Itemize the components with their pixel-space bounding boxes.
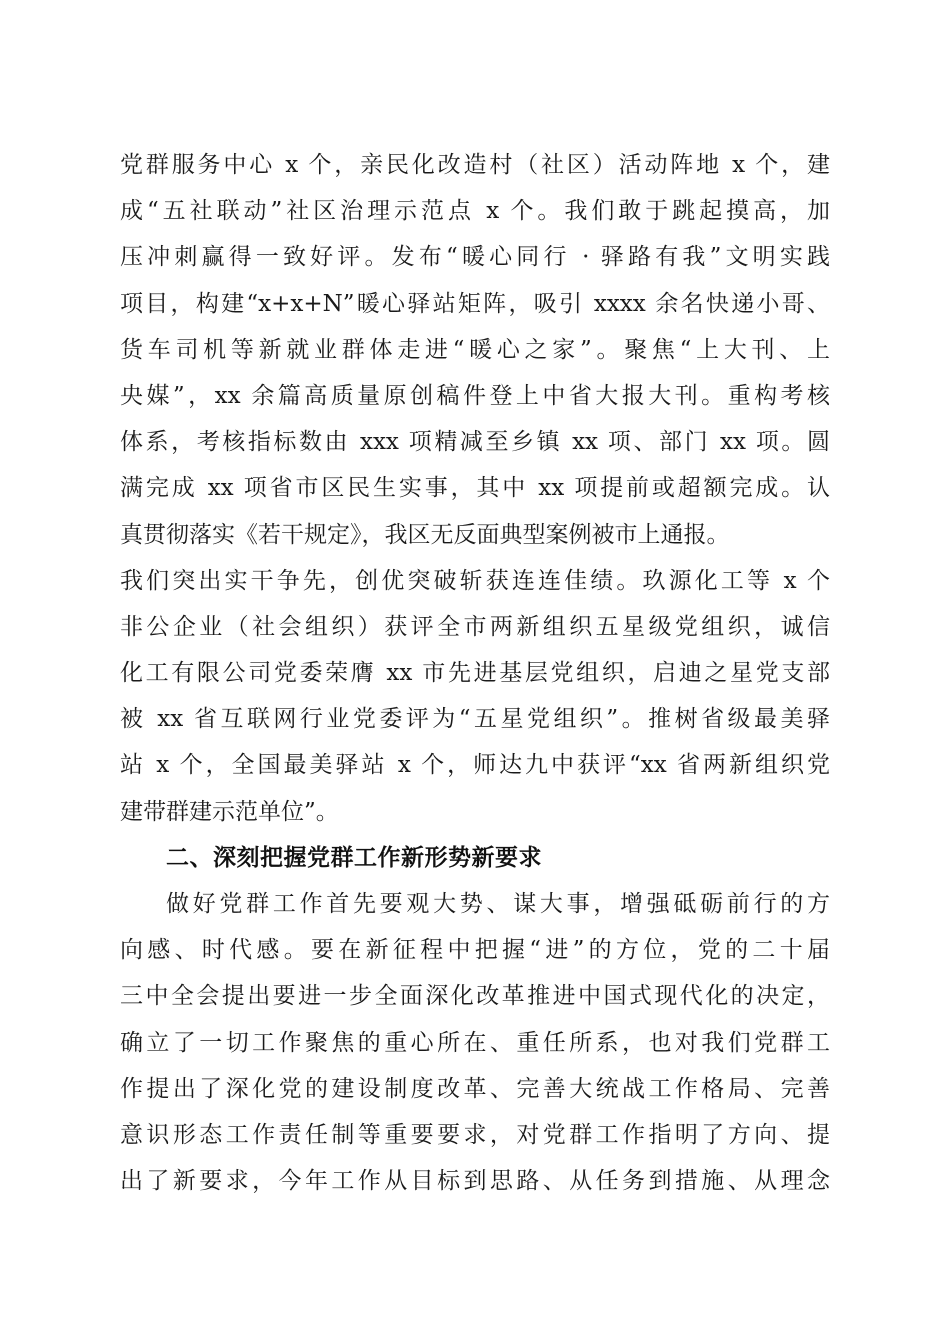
text-line: 我们突出实干争先，创优突破斩获连连佳绩。玖源化工等 x 个 (120, 567, 830, 594)
text-line: 做好党群工作首先要观大势、谋大事，增强砥砺前行的方 (166, 891, 830, 917)
document-body (120, 142, 830, 1204)
text-line: 出了新要求，今年工作从目标到思路、从任务到措施、从理念 (120, 1168, 830, 1195)
text-line: 被 xx 省互联网行业党委评为“五星党组织”。推树省级最美驿 (120, 706, 830, 733)
text-line: 站 x 个，全国最美驿站 x 个，师达九中获评“xx 省两新组织党 (120, 752, 830, 779)
text-line: 确立了一切工作聚焦的重心所在、重任所系，也对我们党群工 (120, 1029, 830, 1056)
text-line: 成“五社联动”社区治理示范点 x 个。我们敢于跳起摸高，加 (120, 198, 830, 225)
text-line: 真贯彻落实《若干规定》，我区无反面典型案例被市上通报。 (120, 521, 730, 548)
text-line: 体系，考核指标数由 xxx 项精减至乡镇 xx 项、部门 xx 项。圆 (120, 429, 830, 456)
text-line: 货车司机等新就业群体走进“暖心之家”。聚焦“上大刊、上 (120, 336, 830, 363)
text-line: 央媒”，xx 余篇高质量原创稿件登上中省大报大刊。重构考核 (120, 382, 830, 409)
text-line: 项目，构建“x+x+N”暖心驿站矩阵，吸引 xxxx 余名快递小哥、 (120, 290, 830, 317)
text-line: 作提出了深化党的建设制度改革、完善大统战工作格局、完善 (120, 1075, 830, 1102)
text-line: 意识形态工作责任制等重要要求，对党群工作指明了方向、提 (120, 1121, 830, 1148)
text-line: 非公企业（社会组织）获评全市两新组织五星级党组织，诚信 (120, 613, 830, 640)
text-line: 党群服务中心 x 个，亲民化改造村（社区）活动阵地 x 个，建 (120, 152, 830, 178)
text-line: 满完成 xx 项省市区民生实事，其中 xx 项提前或超额完成。认 (120, 475, 830, 502)
section-heading: 二、深刻把握党群工作新形势新要求 (166, 844, 542, 871)
text-line: 向感、时代感。要在新征程中把握“进”的方位，党的二十届 (120, 937, 830, 964)
text-line: 压冲刺赢得一致好评。发布“暖心同行 · 驿路有我”文明实践 (120, 244, 830, 271)
text-line: 建带群建示范单位”。 (120, 798, 339, 825)
text-line: 三中全会提出要进一步全面深化改革推进中国式现代化的决定， (120, 983, 830, 1010)
text-line: 化工有限公司党委荣膺 xx 市先进基层党组织，启迪之星党支部 (120, 660, 830, 687)
